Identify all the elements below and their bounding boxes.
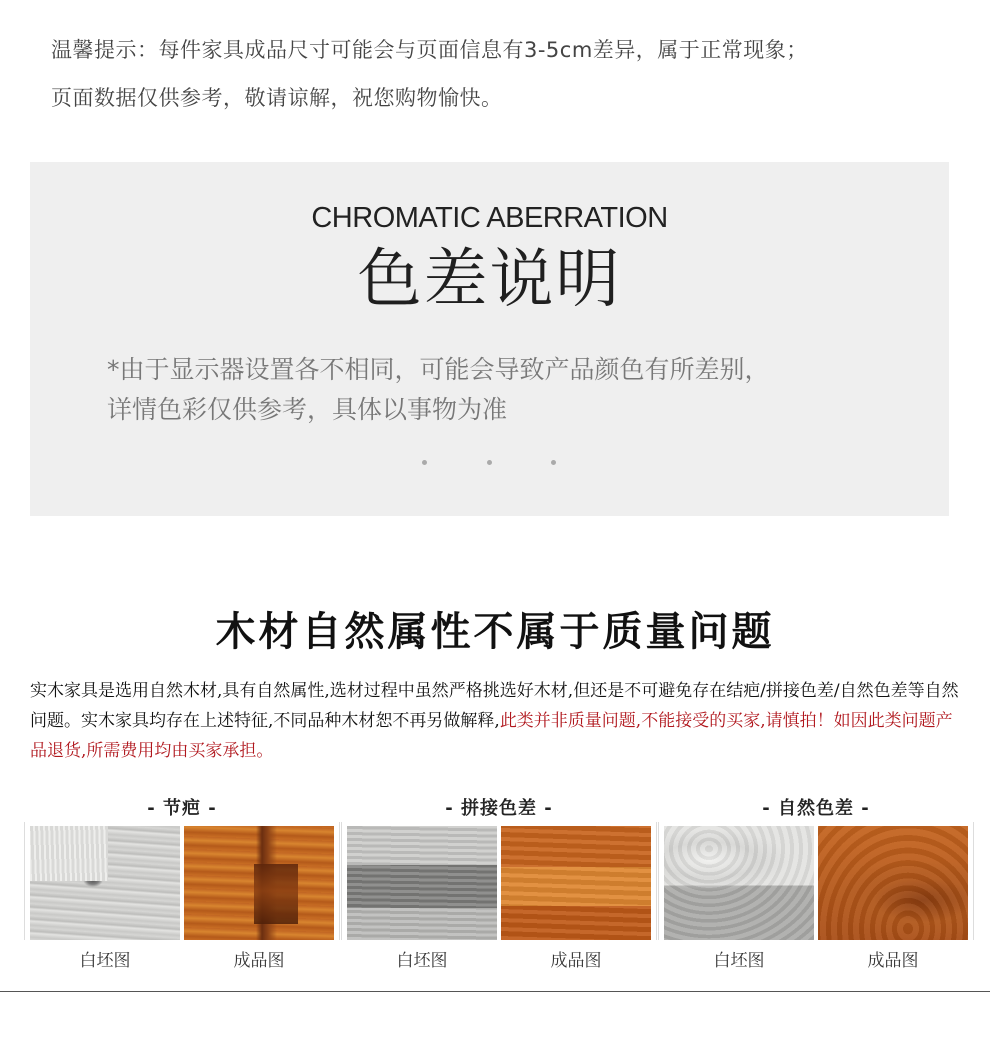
finished-product-caption: 成品图 bbox=[867, 951, 919, 971]
decorative-dots bbox=[30, 460, 949, 470]
finished-product-caption: 成品图 bbox=[550, 951, 602, 971]
chromatic-aberration-title-en: CHROMATIC ABERRATION bbox=[311, 202, 668, 234]
size-notice bbox=[51, 26, 951, 122]
wood-description-text: 实木家具是选用自然木材,具有自然属性,选材过程中虽然严格挑选好木材,但还是不可避免存在结疤/拼接色差/自然色差等自然问题。实木家具均存在上述特征,不同品种木材恕不再另做解释, bbox=[30, 681, 959, 731]
sample-group-knot bbox=[24, 786, 340, 976]
sample-heading: - 拼接色差 - bbox=[445, 798, 553, 819]
sample-group-splice bbox=[341, 786, 657, 976]
raw-wood-caption: 白坯图 bbox=[79, 951, 131, 971]
chromatic-aberration-note-line-1: *由于显示器设置各不相同，可能会导致产品颜色有所差别， bbox=[107, 355, 770, 384]
wood-sample-comparison bbox=[24, 786, 974, 976]
size-notice-line-1: 温馨提示：每件家具成品尺寸可能会与页面信息有3-5cm差异，属于正常现象； bbox=[51, 38, 808, 62]
finished-wood-splice-image bbox=[501, 826, 651, 940]
chromatic-aberration-title-zh: 色差说明 bbox=[357, 243, 622, 317]
sample-heading: - 自然色差 - bbox=[762, 798, 870, 819]
chromatic-aberration-note-line-2: 详情色彩仅供参考，具体以事物为准 bbox=[107, 395, 508, 424]
sample-heading: - 节疤 - bbox=[147, 798, 217, 819]
bottom-divider bbox=[0, 991, 990, 992]
raw-wood-knot-image bbox=[30, 826, 180, 940]
sample-group-natural bbox=[658, 786, 974, 976]
wood-warning-text: 此类并非质量问题,不能接受的买家,请慎拍！如因此类问题产品退货,所需费用均由买家承担。 bbox=[30, 711, 953, 761]
size-notice-line-2: 页面数据仅供参考，敬请谅解，祝您购物愉快。 bbox=[51, 86, 503, 110]
finished-wood-natural-image bbox=[818, 826, 968, 940]
chromatic-aberration-note bbox=[107, 350, 907, 430]
wood-property-title: 木材自然属性不属于质量问题 bbox=[215, 608, 775, 655]
dot-icon bbox=[422, 460, 427, 465]
wood-property-description bbox=[30, 676, 965, 766]
raw-wood-natural-image bbox=[664, 826, 814, 940]
finished-product-caption: 成品图 bbox=[233, 951, 285, 971]
dot-icon bbox=[487, 460, 492, 465]
chromatic-aberration-panel bbox=[30, 162, 949, 516]
finished-wood-knot-image bbox=[184, 826, 334, 940]
raw-wood-splice-image bbox=[347, 826, 497, 940]
dot-icon bbox=[551, 460, 556, 465]
raw-wood-caption: 白坯图 bbox=[396, 951, 448, 971]
raw-wood-caption: 白坯图 bbox=[713, 951, 765, 971]
